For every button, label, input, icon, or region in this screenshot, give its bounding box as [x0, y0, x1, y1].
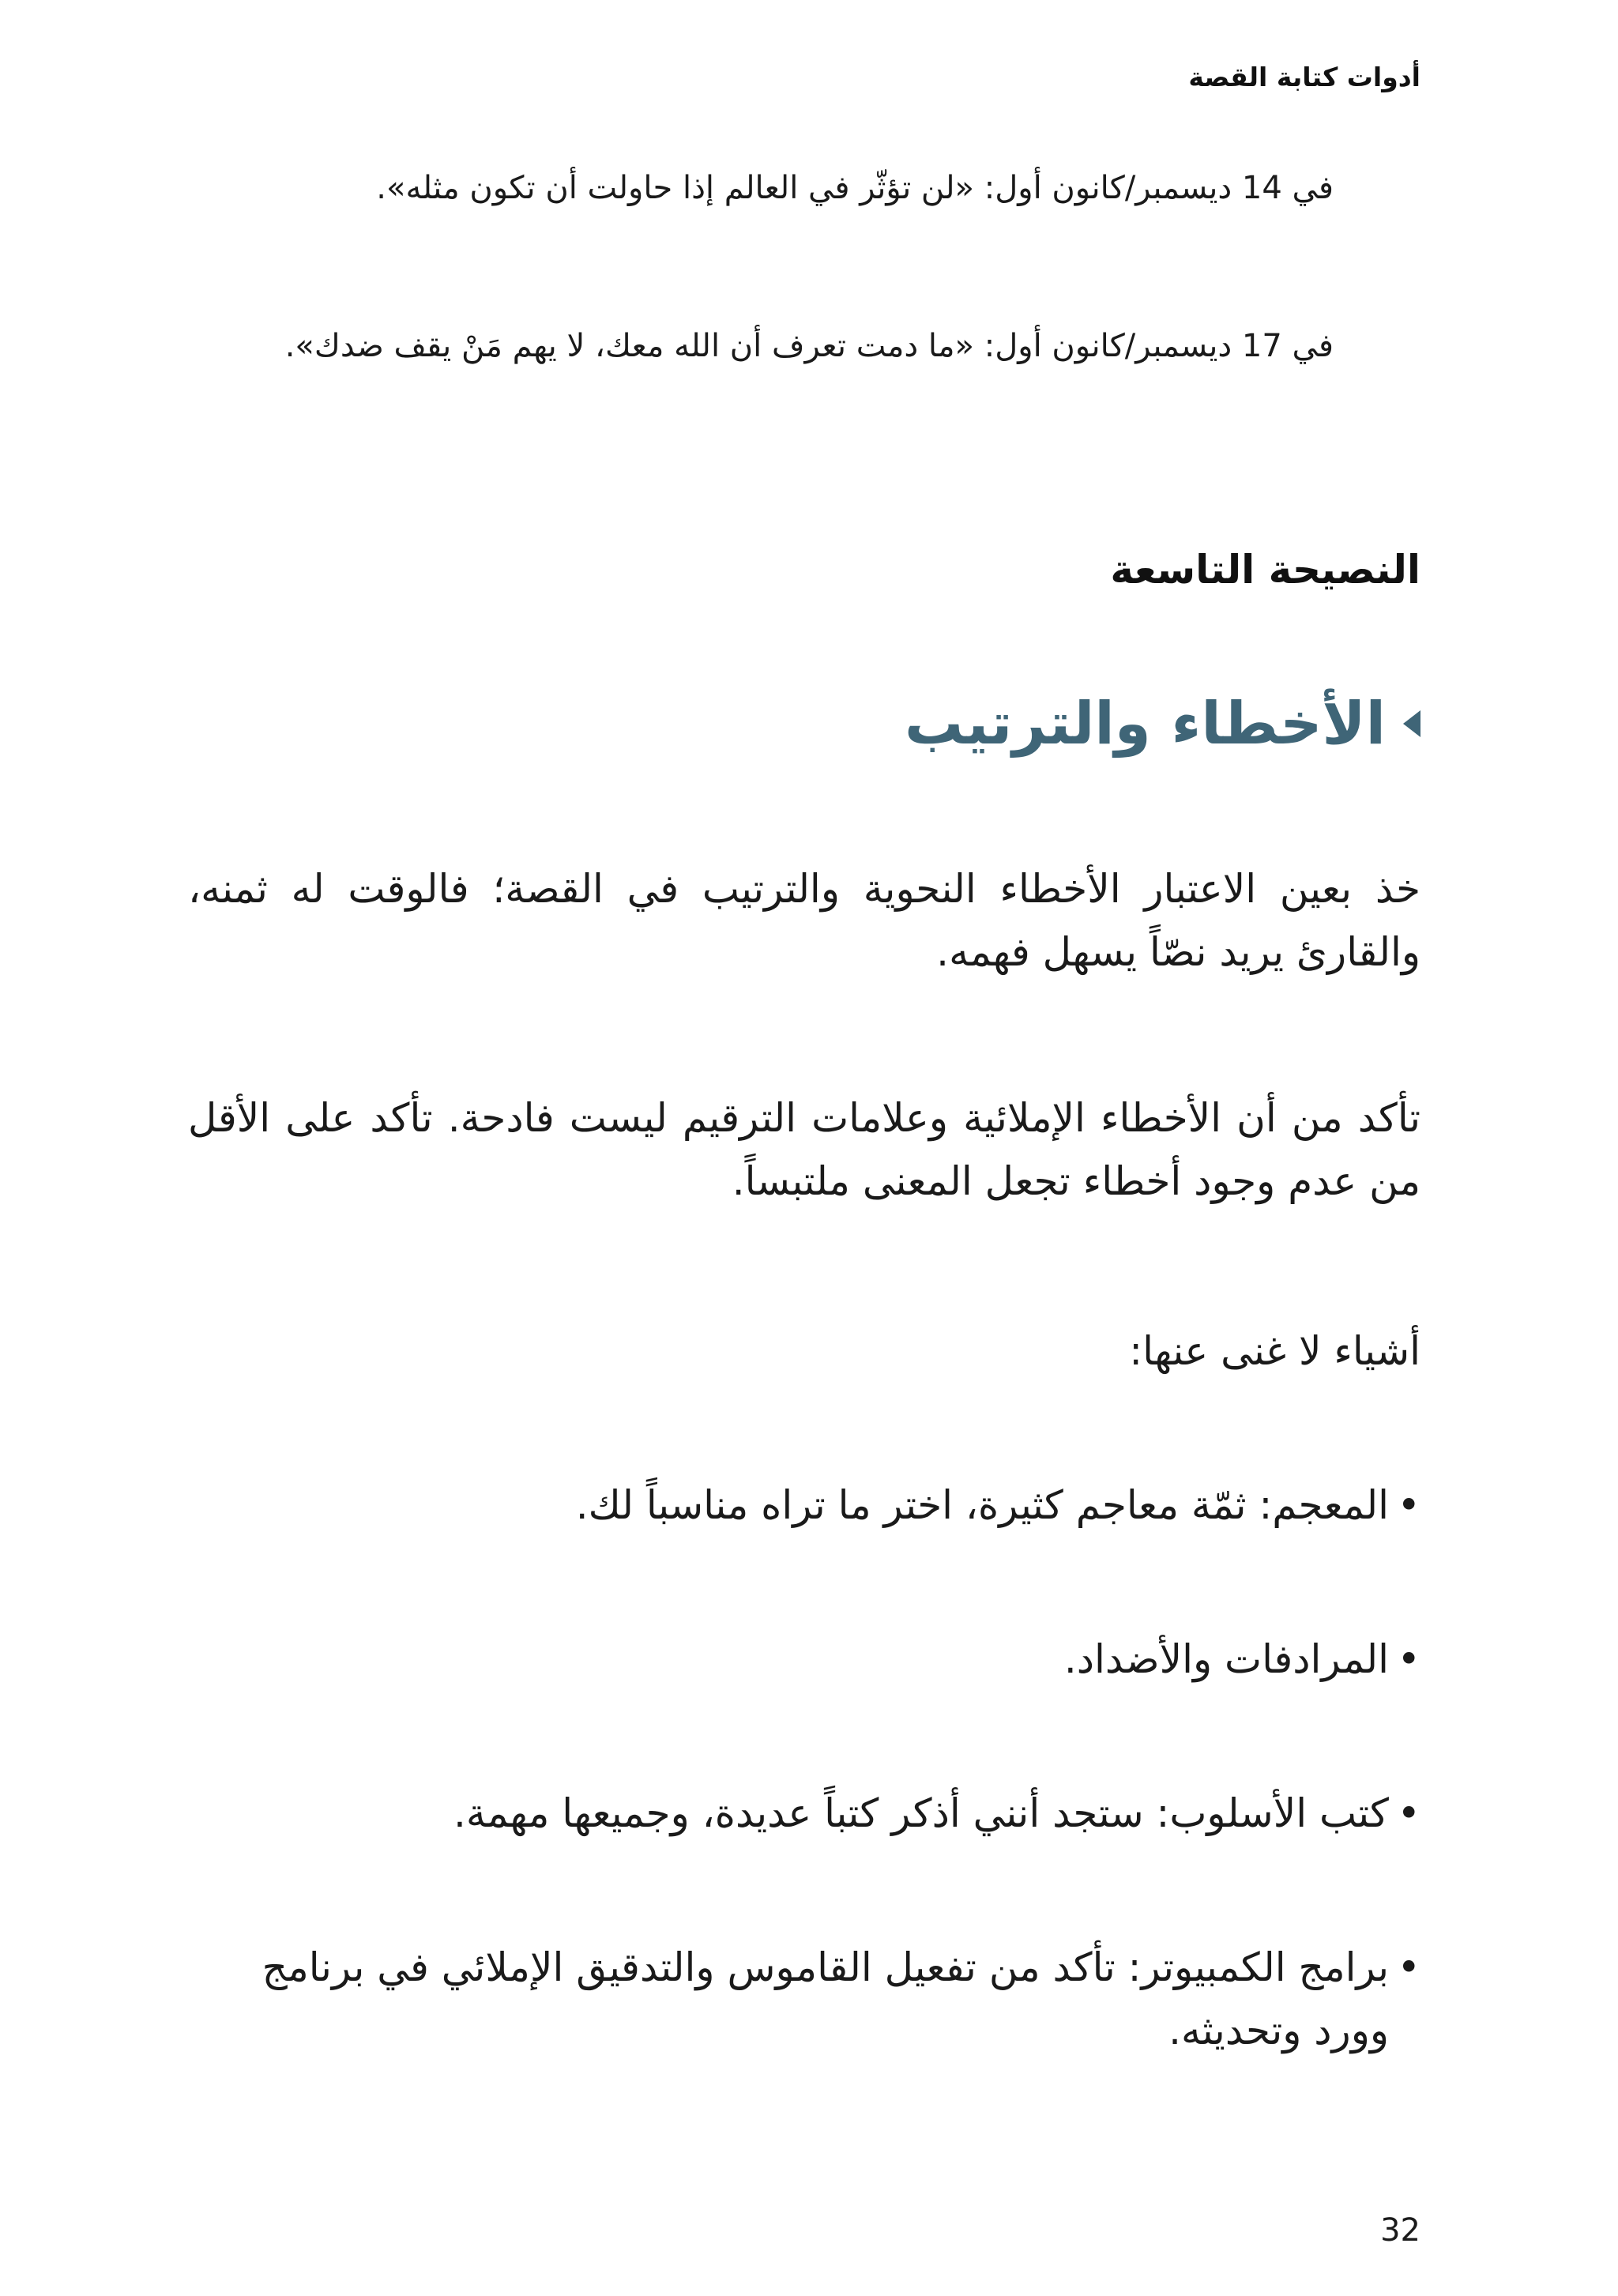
list-item [188, 1474, 1420, 1537]
list-item [188, 1628, 1420, 1691]
list-item-text: برامج الكمبيوتر: تأكد من تفعيل القاموس والتدقيق الإملائي في برنامج وورد وتحديثه. [262, 1944, 1389, 2053]
list-intro: أشياء لا غنى عنها: [1129, 1328, 1420, 1374]
essentials-list [188, 1474, 1420, 2153]
quote-line: في 17 ديسمبر/كانون أول: «ما دمت تعرف أن الله معك، لا يهم مَنْ يقف ضدك». [284, 328, 1334, 364]
list-item-text: المرادفات والأضداد. [1063, 1636, 1389, 1682]
triangle-marker-icon [1403, 710, 1420, 737]
list-item [188, 1936, 1420, 2062]
page-number: 32 [1380, 2212, 1420, 2249]
body-paragraph: تأكد من أن الأخطاء الإملائية وعلامات الترقيم ليست فادحة. تأكد على الأقل من عدم وجود أخطاء تجعل المعنى ملتبساً. [188, 1095, 1420, 1204]
list-item-text: المعجم: ثمّة معاجم كثيرة، اختر ما تراه مناسباً لك. [575, 1482, 1389, 1528]
list-item [188, 1782, 1420, 1845]
tip-label: النصيحة التاسعة [1110, 547, 1420, 593]
list-item-text: كتب الأسلوب: ستجد أنني أذكر كتباً عديدة، وجميعها مهمة. [453, 1790, 1389, 1836]
section-heading-text: الأخطاء والترتيب [905, 690, 1386, 758]
quote-line: في 14 ديسمبر/كانون أول: «لن تؤثّر في العالم إذا حاولت أن تكون مثله». [376, 170, 1334, 206]
section-heading [905, 689, 1420, 759]
body-paragraph: خذ بعين الاعتبار الأخطاء النحوية والترتيب في القصة؛ فالوقت له ثمنه، والقارئ يريد نصّاً يسهل فهمه. [188, 866, 1420, 975]
running-header: أدوات كتابة القصة [1188, 62, 1420, 92]
